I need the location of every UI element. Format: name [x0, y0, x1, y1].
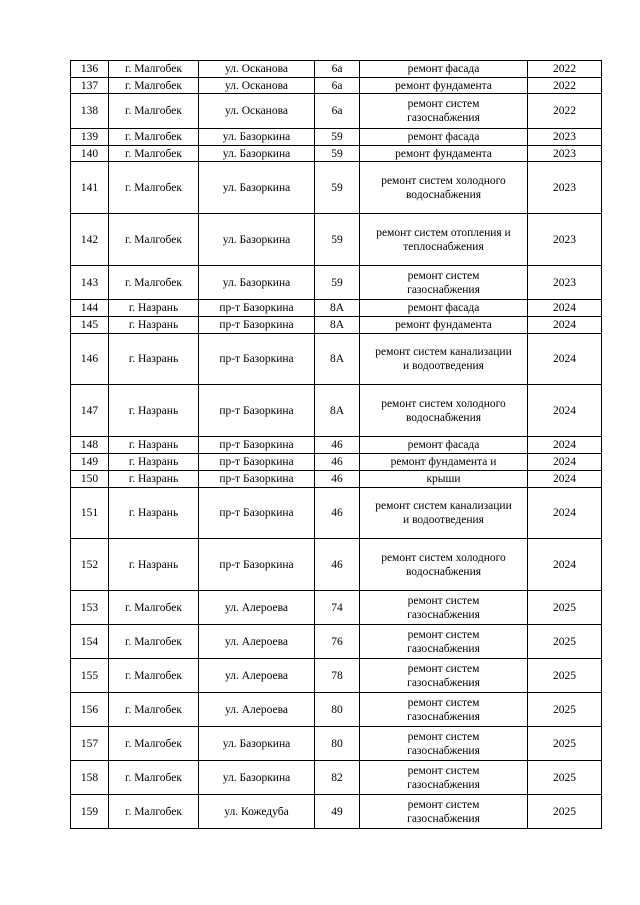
house-number-cell: 59	[315, 146, 360, 162]
year-cell: 2024	[528, 539, 602, 591]
city-cell: г. Назрань	[109, 385, 199, 437]
house-number-cell: 8А	[315, 334, 360, 385]
year-cell: 2025	[528, 625, 602, 659]
city-cell: г. Малгобек	[109, 761, 199, 795]
house-number-cell: 6а	[315, 78, 360, 94]
street-cell: ул. Базоркина	[199, 162, 315, 214]
work-type-cell: крыши	[360, 471, 528, 488]
work-type-cell: ремонт фасада	[360, 437, 528, 454]
house-number-cell: 8А	[315, 317, 360, 334]
work-type-cell: ремонт фундамента	[360, 78, 528, 94]
table-row	[71, 437, 602, 454]
street-cell: ул. Базоркина	[199, 761, 315, 795]
city-cell: г. Малгобек	[109, 61, 199, 78]
city-cell: г. Назрань	[109, 334, 199, 385]
row-number-cell: 159	[71, 795, 109, 829]
year-cell: 2025	[528, 693, 602, 727]
street-cell: ул. Базоркина	[199, 266, 315, 300]
street-cell: ул. Кожедуба	[199, 795, 315, 829]
house-number-cell: 46	[315, 488, 360, 539]
table-row	[71, 591, 602, 625]
work-type-cell: ремонт систем газоснабжения	[360, 693, 528, 727]
table-row	[71, 334, 602, 385]
table-row	[71, 795, 602, 829]
street-cell: пр-т Базоркина	[199, 300, 315, 317]
work-type-cell: ремонт систем газоснабжения	[360, 761, 528, 795]
row-number-cell: 144	[71, 300, 109, 317]
table-row	[71, 266, 602, 300]
work-type-cell: ремонт систем канализации и водоотведения	[360, 488, 528, 539]
work-type-cell: ремонт систем газоснабжения	[360, 591, 528, 625]
city-cell: г. Назрань	[109, 471, 199, 488]
row-number-cell: 136	[71, 61, 109, 78]
work-type-cell: ремонт систем холодного водоснабжения	[360, 162, 528, 214]
work-type-cell: ремонт систем газоснабжения	[360, 795, 528, 829]
city-cell: г. Малгобек	[109, 795, 199, 829]
city-cell: г. Малгобек	[109, 591, 199, 625]
year-cell: 2025	[528, 795, 602, 829]
city-cell: г. Малгобек	[109, 693, 199, 727]
row-number-cell: 139	[71, 129, 109, 146]
city-cell: г. Малгобек	[109, 146, 199, 162]
year-cell: 2025	[528, 659, 602, 693]
year-cell: 2022	[528, 94, 602, 129]
house-number-cell: 49	[315, 795, 360, 829]
work-type-cell: ремонт систем холодного водоснабжения	[360, 539, 528, 591]
repair-schedule-table	[70, 60, 602, 829]
year-cell: 2025	[528, 591, 602, 625]
work-type-cell: ремонт систем канализации и водоотведения	[360, 334, 528, 385]
house-number-cell: 8А	[315, 385, 360, 437]
table-row	[71, 162, 602, 214]
street-cell: пр-т Базоркина	[199, 317, 315, 334]
table-row	[71, 129, 602, 146]
street-cell: ул. Алероева	[199, 591, 315, 625]
table-row	[71, 61, 602, 78]
table-row	[71, 625, 602, 659]
table-row	[71, 539, 602, 591]
house-number-cell: 46	[315, 539, 360, 591]
year-cell: 2024	[528, 488, 602, 539]
city-cell: г. Малгобек	[109, 94, 199, 129]
house-number-cell: 59	[315, 214, 360, 266]
house-number-cell: 59	[315, 129, 360, 146]
row-number-cell: 140	[71, 146, 109, 162]
row-number-cell: 141	[71, 162, 109, 214]
city-cell: г. Малгобек	[109, 214, 199, 266]
house-number-cell: 59	[315, 162, 360, 214]
table-row	[71, 727, 602, 761]
street-cell: ул. Алероева	[199, 693, 315, 727]
table-row	[71, 385, 602, 437]
street-cell: пр-т Базоркина	[199, 488, 315, 539]
city-cell: г. Малгобек	[109, 266, 199, 300]
year-cell: 2023	[528, 266, 602, 300]
work-type-cell: ремонт систем газоснабжения	[360, 727, 528, 761]
work-type-cell: ремонт систем газоснабжения	[360, 266, 528, 300]
street-cell: пр-т Базоркина	[199, 385, 315, 437]
house-number-cell: 6а	[315, 61, 360, 78]
year-cell: 2023	[528, 162, 602, 214]
row-number-cell: 148	[71, 437, 109, 454]
table-row	[71, 78, 602, 94]
table-row	[71, 146, 602, 162]
street-cell: пр-т Базоркина	[199, 539, 315, 591]
work-type-cell: ремонт систем газоснабжения	[360, 625, 528, 659]
work-type-cell: ремонт фундамента	[360, 146, 528, 162]
table-row	[71, 454, 602, 471]
house-number-cell: 80	[315, 727, 360, 761]
year-cell: 2022	[528, 78, 602, 94]
work-type-cell: ремонт фасада	[360, 61, 528, 78]
city-cell: г. Малгобек	[109, 162, 199, 214]
house-number-cell: 46	[315, 454, 360, 471]
table-row	[71, 761, 602, 795]
table-row	[71, 300, 602, 317]
street-cell: пр-т Базоркина	[199, 454, 315, 471]
year-cell: 2024	[528, 471, 602, 488]
street-cell: пр-т Базоркина	[199, 471, 315, 488]
city-cell: г. Малгобек	[109, 625, 199, 659]
row-number-cell: 150	[71, 471, 109, 488]
year-cell: 2024	[528, 334, 602, 385]
row-number-cell: 142	[71, 214, 109, 266]
work-type-cell: ремонт фасада	[360, 129, 528, 146]
row-number-cell: 156	[71, 693, 109, 727]
year-cell: 2022	[528, 61, 602, 78]
street-cell: ул. Базоркина	[199, 146, 315, 162]
house-number-cell: 6а	[315, 94, 360, 129]
work-type-cell: ремонт систем холодного водоснабжения	[360, 385, 528, 437]
work-type-cell: ремонт систем газоснабжения	[360, 659, 528, 693]
house-number-cell: 46	[315, 471, 360, 488]
city-cell: г. Малгобек	[109, 78, 199, 94]
table-row	[71, 94, 602, 129]
year-cell: 2023	[528, 214, 602, 266]
city-cell: г. Назрань	[109, 317, 199, 334]
house-number-cell: 78	[315, 659, 360, 693]
city-cell: г. Назрань	[109, 437, 199, 454]
street-cell: ул. Алероева	[199, 625, 315, 659]
city-cell: г. Малгобек	[109, 659, 199, 693]
row-number-cell: 149	[71, 454, 109, 471]
house-number-cell: 59	[315, 266, 360, 300]
house-number-cell: 74	[315, 591, 360, 625]
house-number-cell: 46	[315, 437, 360, 454]
work-type-cell: ремонт фасада	[360, 300, 528, 317]
row-number-cell: 147	[71, 385, 109, 437]
table-row	[71, 471, 602, 488]
year-cell: 2024	[528, 317, 602, 334]
row-number-cell: 153	[71, 591, 109, 625]
year-cell: 2025	[528, 761, 602, 795]
house-number-cell: 76	[315, 625, 360, 659]
street-cell: ул. Базоркина	[199, 129, 315, 146]
city-cell: г. Назрань	[109, 539, 199, 591]
street-cell: ул. Осканова	[199, 61, 315, 78]
row-number-cell: 137	[71, 78, 109, 94]
street-cell: ул. Базоркина	[199, 727, 315, 761]
street-cell: пр-т Базоркина	[199, 334, 315, 385]
year-cell: 2025	[528, 727, 602, 761]
work-type-cell: ремонт фундамента	[360, 317, 528, 334]
table-row	[71, 317, 602, 334]
city-cell: г. Малгобек	[109, 727, 199, 761]
row-number-cell: 146	[71, 334, 109, 385]
table-row	[71, 488, 602, 539]
year-cell: 2024	[528, 454, 602, 471]
row-number-cell: 158	[71, 761, 109, 795]
row-number-cell: 145	[71, 317, 109, 334]
row-number-cell: 152	[71, 539, 109, 591]
city-cell: г. Назрань	[109, 454, 199, 471]
year-cell: 2024	[528, 385, 602, 437]
row-number-cell: 151	[71, 488, 109, 539]
row-number-cell: 138	[71, 94, 109, 129]
table-row	[71, 214, 602, 266]
year-cell: 2023	[528, 129, 602, 146]
row-number-cell: 143	[71, 266, 109, 300]
street-cell: ул. Осканова	[199, 78, 315, 94]
row-number-cell: 155	[71, 659, 109, 693]
house-number-cell: 82	[315, 761, 360, 795]
city-cell: г. Назрань	[109, 488, 199, 539]
table-row	[71, 659, 602, 693]
work-type-cell: ремонт систем отопления и теплоснабжения	[360, 214, 528, 266]
table-body	[71, 61, 602, 829]
year-cell: 2023	[528, 146, 602, 162]
house-number-cell: 80	[315, 693, 360, 727]
year-cell: 2024	[528, 300, 602, 317]
city-cell: г. Назрань	[109, 300, 199, 317]
city-cell: г. Малгобек	[109, 129, 199, 146]
row-number-cell: 157	[71, 727, 109, 761]
work-type-cell: ремонт систем газоснабжения	[360, 94, 528, 129]
year-cell: 2024	[528, 437, 602, 454]
street-cell: ул. Алероева	[199, 659, 315, 693]
street-cell: пр-т Базоркина	[199, 437, 315, 454]
street-cell: ул. Базоркина	[199, 214, 315, 266]
row-number-cell: 154	[71, 625, 109, 659]
house-number-cell: 8А	[315, 300, 360, 317]
table-row	[71, 693, 602, 727]
street-cell: ул. Осканова	[199, 94, 315, 129]
work-type-cell: ремонт фундамента и	[360, 454, 528, 471]
